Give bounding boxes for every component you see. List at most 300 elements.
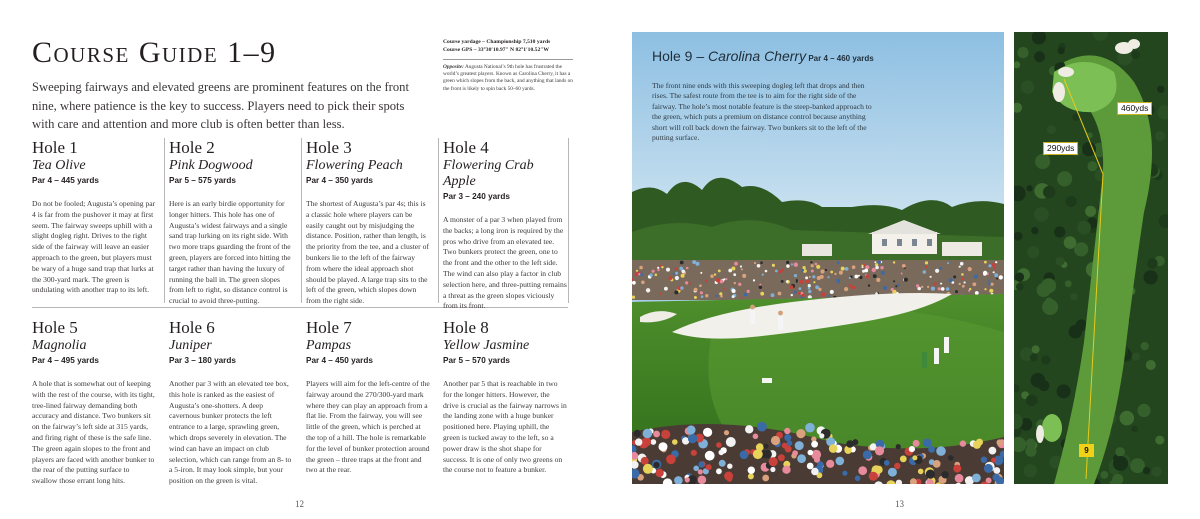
spectator-dot	[675, 272, 678, 275]
spectator-dot	[771, 293, 775, 297]
hole-card	[32, 138, 156, 296]
spectator-dot	[675, 276, 679, 280]
tree-canopy	[1074, 242, 1088, 256]
spectator-dot	[724, 430, 729, 435]
hole-name: Tea Olive	[32, 158, 86, 173]
spectator-dot	[716, 468, 722, 474]
spectator-dot	[949, 278, 953, 282]
spectator-dot	[996, 278, 998, 280]
spectator-dot	[745, 425, 753, 433]
spectator-dot	[716, 442, 722, 448]
spectator-dot	[687, 425, 696, 434]
spectator-dot	[807, 463, 814, 470]
aerial-map-illustration	[1014, 32, 1168, 484]
spectator-dot	[900, 456, 907, 463]
spectator-dot	[820, 275, 824, 279]
tree-canopy	[1017, 47, 1028, 58]
spectator-dot	[700, 272, 702, 274]
spectator-dot	[925, 261, 928, 264]
spectator-dot	[643, 464, 653, 474]
spectator-dot	[820, 269, 824, 273]
tree-canopy	[1100, 471, 1108, 479]
spectator-dot	[725, 278, 727, 280]
hole-card	[169, 318, 293, 487]
spectator-dot	[931, 287, 935, 291]
spectator-dot	[718, 270, 721, 273]
hole-number: Hole 5	[32, 318, 78, 337]
spectator-dot	[921, 286, 923, 288]
hole9-par: Par 4 – 460 yards	[806, 54, 874, 63]
spectator-dot	[811, 468, 819, 476]
hole-name: Magnolia	[32, 338, 87, 353]
spectator-dot	[782, 466, 790, 474]
spectator-dot	[855, 476, 861, 482]
spectator-dot	[753, 434, 759, 440]
tree-canopy	[1120, 411, 1135, 426]
tree-canopy	[1031, 227, 1038, 234]
tree-canopy	[1141, 342, 1149, 350]
spectator-dot	[673, 273, 675, 275]
spectator-dot	[741, 297, 743, 299]
spectator-dot	[862, 266, 864, 268]
tree-canopy	[1056, 257, 1065, 266]
column-divider	[301, 138, 302, 303]
spectator-dot	[641, 457, 649, 465]
spectator-dot	[669, 276, 673, 280]
spectator-dot	[680, 261, 684, 265]
spectator-dot	[634, 430, 641, 437]
spectator-dot	[685, 477, 690, 482]
spectator-dot	[653, 431, 660, 438]
spectator-dot	[984, 464, 993, 473]
spectator-dot	[636, 270, 638, 272]
spectator-dot	[674, 290, 678, 294]
spectator-dot	[938, 287, 941, 290]
spectator-dot	[799, 287, 802, 290]
spectator-dot	[635, 438, 642, 445]
spectator-dot	[825, 269, 827, 271]
hole9-aerial-map	[1014, 32, 1168, 484]
spectator-dot	[784, 434, 791, 441]
spectator-dot	[999, 275, 1003, 279]
hole-number: Hole 6	[169, 318, 215, 337]
spectator-dot	[875, 266, 879, 270]
hole-par: Par 4 – 495 yards	[32, 356, 99, 365]
spectator-dot	[771, 436, 780, 445]
course-yardage: Course yardage – Championship 7,510 yards	[443, 39, 551, 45]
spectator-dot	[760, 261, 763, 264]
spectator-dot	[639, 266, 643, 270]
spectator-dot	[765, 270, 768, 273]
course-gps: Course GPS – 33°30′10.97″ N 82°1′10.52″W	[443, 47, 549, 53]
spectator-dot	[936, 446, 946, 456]
hole-number: Hole 2	[169, 138, 215, 157]
spectator-dot	[811, 264, 814, 267]
tree-canopy	[1058, 47, 1065, 54]
hole9-text-overlay	[652, 47, 877, 143]
spectator-dot	[646, 288, 650, 292]
tree-canopy	[1143, 467, 1150, 474]
spectator-dot	[806, 280, 810, 284]
spectator-dot	[759, 286, 762, 289]
tree-canopy	[1137, 404, 1150, 417]
tree-canopy	[1144, 270, 1158, 284]
spectator-dot	[632, 281, 636, 285]
spectator-dot	[723, 288, 725, 290]
spectator-dot	[869, 472, 878, 481]
spectator-dot	[734, 262, 738, 266]
spectator-dot	[686, 267, 689, 270]
spectator-dot	[642, 437, 651, 446]
spectator-dot	[845, 267, 849, 271]
spectator-dot	[641, 281, 645, 285]
tree-canopy	[1043, 186, 1055, 198]
spectator-dot	[716, 278, 720, 282]
tree-canopy	[1057, 171, 1072, 186]
spectator-dot	[992, 263, 996, 267]
spectator-dot	[923, 270, 927, 274]
spectator-dot	[703, 428, 712, 437]
stats-divider	[443, 59, 573, 60]
spectator-dot	[927, 286, 929, 288]
spectator-dot	[810, 261, 812, 263]
spectator-dot	[763, 444, 768, 449]
spectator-dot	[803, 266, 806, 269]
spectator-dot	[762, 274, 764, 276]
spectator-dot	[881, 271, 885, 275]
spectator-dot	[659, 442, 668, 451]
spectator-dot	[830, 271, 833, 274]
hole-par: Par 3 – 180 yards	[169, 356, 236, 365]
spectator-dot	[827, 276, 829, 278]
spectator-dot	[873, 274, 877, 278]
tree-canopy	[1157, 86, 1164, 93]
hole-par: Par 3 – 240 yards	[443, 192, 510, 201]
spectator-dot	[689, 282, 691, 284]
spectator-dot	[875, 446, 884, 455]
spectator-dot	[720, 280, 724, 284]
spectator-dot	[983, 272, 987, 276]
spectator-dot	[754, 262, 756, 264]
spectator-dot	[811, 270, 814, 273]
tree-canopy	[1057, 384, 1071, 398]
spectator-dot	[657, 267, 659, 269]
spectator-dot	[791, 294, 793, 296]
spectator-dot	[872, 268, 876, 272]
spectator-dot	[791, 263, 793, 265]
page-number-right: 13	[895, 499, 904, 509]
spectator-dot	[747, 290, 750, 293]
tree-canopy	[1024, 464, 1037, 477]
tree-canopy	[1037, 283, 1051, 297]
spectator-dot	[655, 274, 658, 277]
tree-canopy	[1045, 298, 1052, 305]
tree-canopy	[1077, 221, 1091, 235]
spectator-dot	[893, 261, 895, 263]
spectator-dot	[705, 451, 715, 461]
hole-card	[306, 318, 430, 476]
spectator-dot	[827, 295, 829, 297]
spectator-dot	[757, 422, 767, 432]
tree-canopy	[1032, 345, 1040, 353]
spectator-dot	[787, 440, 793, 446]
spectator-dot	[740, 265, 742, 267]
hole-number: Hole 3	[306, 138, 352, 157]
hole9-heading	[652, 47, 877, 68]
spectator-dot	[706, 464, 712, 470]
spectator-dot	[953, 465, 961, 473]
spectator-dot	[753, 449, 763, 459]
spectator-dot	[812, 275, 815, 278]
spectator-dot	[778, 454, 785, 461]
spectator-dot	[762, 475, 769, 482]
spectator-dot	[635, 272, 639, 276]
spectator-dot	[741, 268, 743, 270]
spectator-dot	[719, 450, 724, 455]
spectator-dot	[680, 286, 683, 289]
tree-canopy	[1027, 246, 1039, 258]
hole-name: Juniper	[169, 338, 212, 353]
column-divider	[438, 138, 439, 303]
hole-par: Par 5 – 575 yards	[169, 176, 236, 185]
spectator-dot	[781, 280, 784, 283]
hole-description: Do not be fooled; Augusta’s opening par 4 is far from the pushover it may at first seem. The fairway sweeps uphill with a slight dogleg right. Drives to the right side of the fairway will leave an easier approach to the green, but players must be wary of a huge sand trap that lurks at the 300-yard mark. The green is undulating with another trap to its left.	[32, 199, 156, 295]
spectator-dot	[916, 284, 919, 287]
spectator-dot	[794, 263, 798, 267]
hole9-number: Hole 9	[652, 48, 693, 64]
spectator-dot	[821, 292, 825, 296]
spectator-dot	[941, 471, 948, 478]
spectator-dot	[849, 277, 851, 279]
hole-par: Par 4 – 450 yards	[306, 356, 373, 365]
hole-description: Players will aim for the left-centre of the fairway around the 270/300-yard mark where they can play an approach from a flat lie. From the fairway, you will see little of the green, which is perched at the top of a hill. The hole is remarkable for the level of bunker protection around the green – three traps at the front and two at the rear.	[306, 379, 430, 475]
spectator-dot	[653, 462, 659, 468]
tree-canopy	[1146, 360, 1156, 370]
hole-par: Par 4 – 350 yards	[306, 176, 373, 185]
spectator-dot	[769, 457, 778, 466]
spectator-dot	[660, 293, 662, 295]
tree-canopy	[1155, 131, 1165, 141]
tree-canopy	[1131, 50, 1140, 59]
spectator-dot	[732, 289, 736, 293]
tree-canopy	[1047, 125, 1056, 134]
spectator-dot	[740, 451, 749, 460]
spectator-dot	[700, 291, 703, 294]
spectator-dot	[694, 288, 698, 292]
spectator-dot	[935, 269, 939, 273]
spectator-dot	[859, 276, 862, 279]
spectator-dot	[786, 261, 789, 264]
yardage-label-290: 290yds	[1043, 142, 1078, 155]
page-number-left: 12	[295, 499, 304, 509]
spectator-dot	[805, 423, 815, 433]
hole-par: Par 5 – 570 yards	[443, 356, 510, 365]
spectator-dot	[852, 439, 858, 445]
intro-paragraph: Sweeping fairways and elevated greens are prominent features on the front nine, where patience is the key to success. Players need to pick their spots with care and attention and more club is often better than less.	[32, 80, 409, 131]
column-divider	[568, 138, 569, 303]
spectator-dot	[926, 470, 935, 479]
tree-canopy	[1034, 207, 1049, 222]
spectator-dot	[727, 464, 732, 469]
spectator-dot	[863, 450, 872, 459]
spectator-dot	[968, 267, 972, 271]
spectator-dot	[786, 280, 789, 283]
spectator-dot	[930, 276, 932, 278]
spectator-dot	[782, 443, 788, 449]
spectator-dot	[880, 266, 883, 269]
spectator-dot	[854, 275, 858, 279]
spectator-dot	[744, 293, 747, 296]
hole-name: Pink Dogwood	[169, 158, 253, 173]
spectator-dot	[790, 285, 794, 289]
spectator-dot	[946, 287, 949, 290]
spectator-dot	[816, 265, 820, 269]
spectator-dot	[836, 457, 845, 466]
spectator-dot	[858, 466, 867, 475]
spectator-dot	[692, 260, 696, 264]
spectator-dot	[733, 273, 736, 276]
tree-canopy	[1015, 272, 1024, 281]
tree-canopy	[1030, 354, 1038, 362]
page-title: Course Guide 1–9	[32, 36, 277, 69]
spectator-dot	[974, 275, 978, 279]
spectator-dot	[778, 292, 782, 296]
spectator-dot	[698, 469, 703, 474]
spectator-dot	[719, 460, 726, 467]
spectator-dot	[852, 265, 856, 269]
spectator-dot	[876, 278, 880, 282]
tree-canopy	[1054, 226, 1065, 237]
spectator-dot	[829, 444, 838, 453]
spectator-dot	[961, 273, 964, 276]
spectator-dot	[714, 273, 716, 275]
tree-canopy	[1031, 373, 1046, 388]
spectator-dot	[923, 439, 932, 448]
spectator-dot	[699, 284, 702, 287]
opposite-caption	[443, 64, 573, 93]
spectator-dot	[984, 288, 986, 290]
opposite-label: Opposite:	[443, 64, 464, 70]
tree-canopy	[1085, 206, 1096, 217]
tree-canopy	[1064, 236, 1077, 249]
spectator-dot	[991, 283, 994, 286]
spectator-dot	[888, 468, 897, 477]
spectator-dot	[797, 454, 806, 463]
spectator-dot	[811, 441, 818, 448]
spectator-dot	[795, 441, 804, 450]
spectator-dot	[993, 271, 995, 273]
spectator-dot	[657, 269, 659, 271]
spectator-dot	[933, 460, 941, 468]
hole-name: Flowering Peach	[306, 158, 403, 173]
spectator-dot	[959, 283, 961, 285]
spectator-dot	[726, 437, 736, 447]
tree-canopy	[1066, 196, 1077, 207]
tree-canopy	[1026, 395, 1038, 407]
tree-canopy	[1069, 325, 1082, 338]
spectator-dot	[988, 264, 991, 267]
spectator-dot	[679, 267, 683, 271]
tree-canopy	[1014, 232, 1023, 241]
spectator-dot	[844, 287, 848, 291]
spectator-dot	[894, 463, 900, 469]
column-divider	[164, 138, 165, 303]
spectator-dot	[884, 460, 890, 466]
spectator-dot	[698, 461, 704, 467]
hole-card	[169, 138, 293, 307]
spectator-dot	[866, 274, 870, 278]
tree-canopy	[1034, 51, 1045, 62]
spectator-dot	[691, 450, 697, 456]
spectator-dot	[962, 285, 965, 288]
hole-number: Hole 8	[443, 318, 489, 337]
spectator-dot	[972, 474, 981, 483]
hole-description: Another par 3 with an elevated tee box, this hole is ranked as the easiest of Augusta’s one-shotters. A deep cavernous bunker protects the left entrance to a large, sprawling green, which drops severely in elevation. The wind can have an impact on club selection, which can range from an 8- to a 5-iron. It may look simple, but your position on the green is vital.	[169, 379, 292, 486]
spectator-dot	[738, 283, 741, 286]
spectator-dot	[975, 291, 979, 295]
spectator-dot	[801, 294, 805, 298]
spectator-dot	[675, 267, 678, 270]
spectator-dot	[715, 295, 718, 298]
spectator-dot	[786, 264, 789, 267]
spectator-dot	[901, 273, 903, 275]
spectator-dot	[940, 283, 942, 285]
spectator-dot	[836, 279, 840, 283]
spectator-dot	[772, 264, 775, 267]
tree-canopy	[1037, 153, 1049, 165]
spectator-dot	[997, 439, 1003, 445]
spectator-dot	[748, 467, 755, 474]
spectator-dot	[661, 430, 670, 439]
hole-name: Pampas	[306, 338, 352, 353]
spectator-dot	[989, 289, 993, 293]
hole-card	[306, 138, 430, 307]
spectator-dot	[710, 274, 714, 278]
spectator-dot	[800, 280, 804, 284]
spectator-dot	[664, 287, 668, 291]
spectator-dot	[839, 271, 843, 275]
spectator-dot	[798, 292, 801, 295]
spectator-dot	[759, 284, 761, 286]
spectator-dot	[808, 290, 811, 293]
spectator-dot	[672, 439, 678, 445]
spectator-dot	[734, 282, 736, 284]
tee-marker: 9	[1079, 444, 1094, 457]
spectator-dot	[841, 267, 845, 271]
spectator-dot	[864, 269, 868, 273]
spectator-dot	[883, 286, 887, 290]
tree-canopy	[1115, 447, 1125, 457]
spectator-dot	[962, 277, 965, 280]
spectator-dot	[719, 292, 722, 295]
spectator-dot	[891, 288, 894, 291]
hole-card	[443, 318, 567, 476]
spectator-dot	[875, 466, 883, 474]
hole-name: Flowering Crab Apple	[443, 158, 534, 189]
hole-card	[443, 138, 567, 312]
spectator-dot	[775, 270, 778, 273]
spectator-dot	[896, 444, 901, 449]
spectator-dot	[941, 287, 945, 291]
tree-canopy	[1147, 258, 1158, 269]
spectator-dot	[705, 294, 708, 297]
spectator-dot	[955, 474, 964, 483]
spectator-dot	[826, 460, 834, 468]
spectator-dot	[770, 467, 775, 472]
spectator-dot	[659, 265, 661, 267]
spectator-dot	[912, 455, 917, 460]
hole9-dash: –	[692, 48, 709, 64]
